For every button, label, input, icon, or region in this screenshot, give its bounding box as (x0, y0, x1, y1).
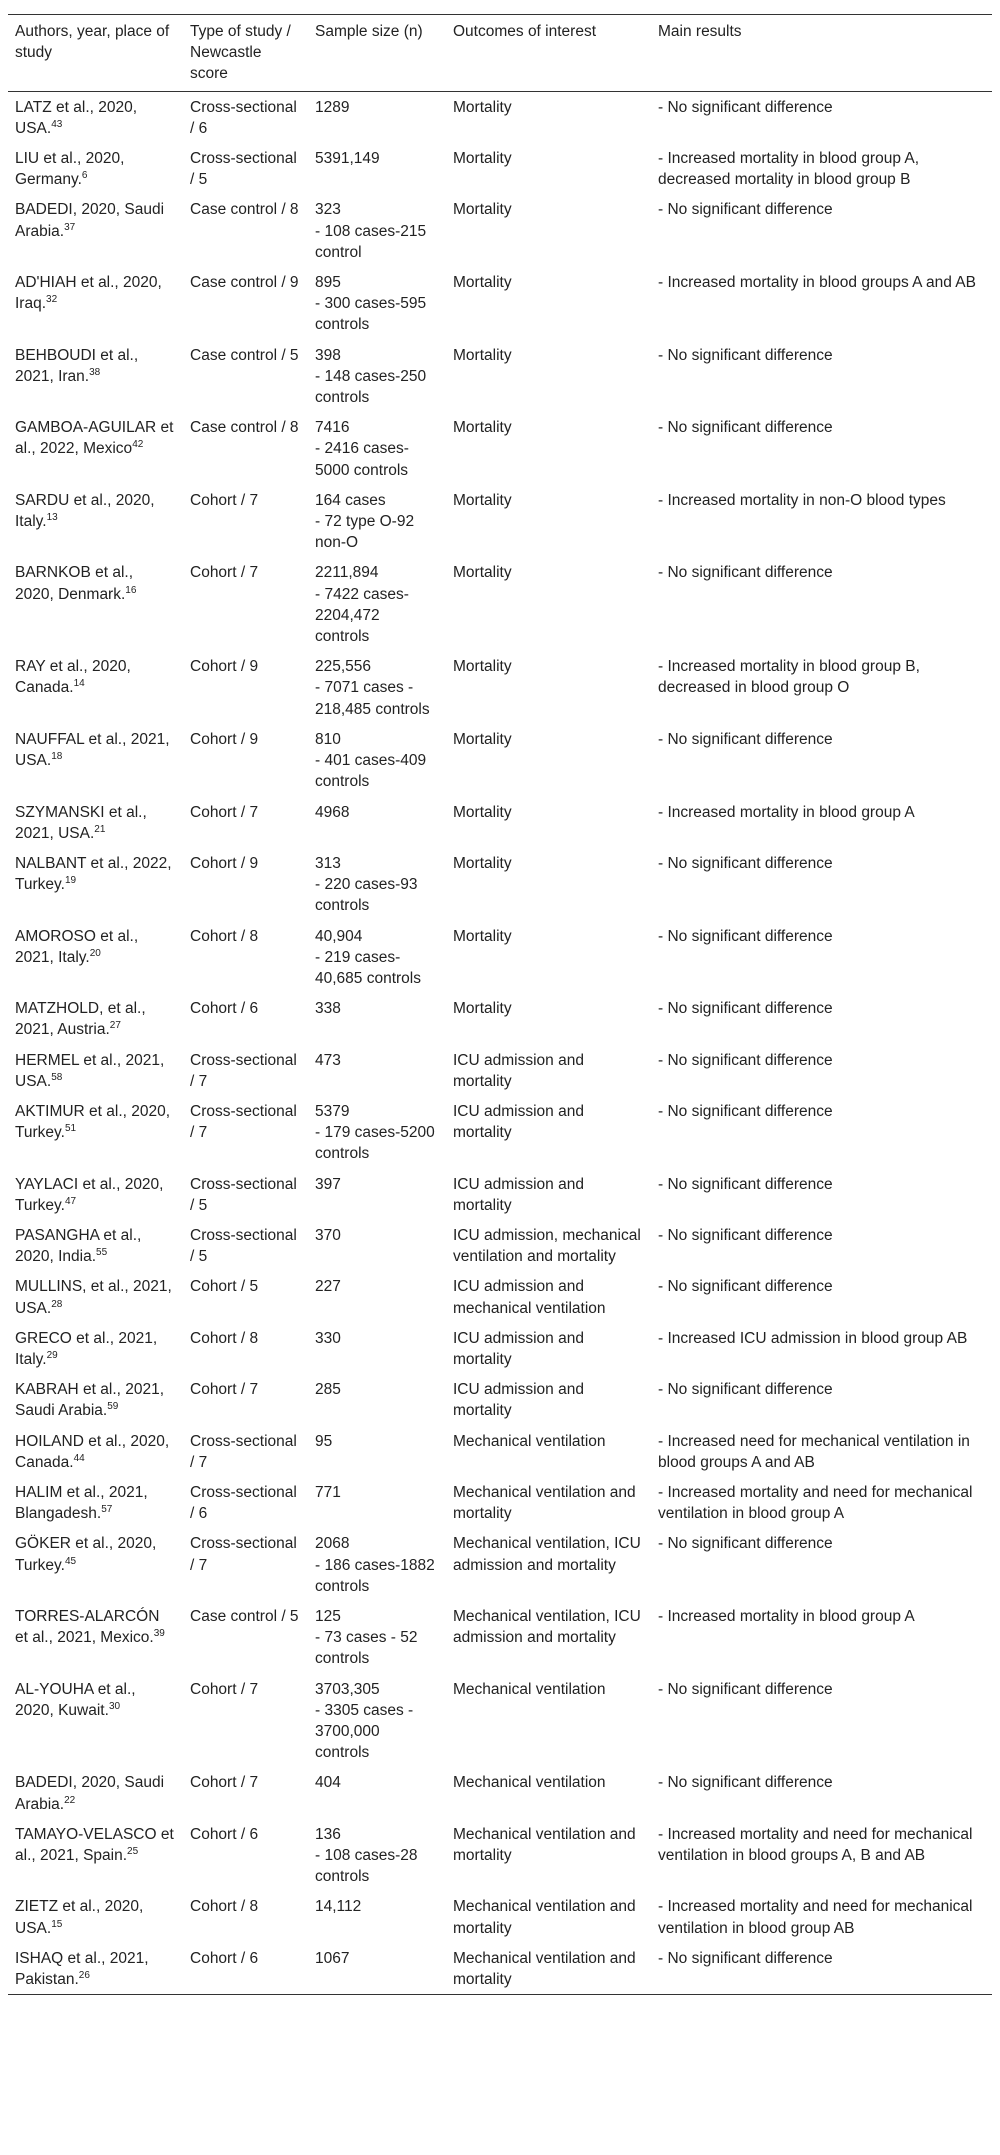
table-row (8, 194, 992, 267)
reference-number: 13 (46, 511, 58, 523)
cell-main-results: - Increased mortality in non-O blood types (658, 491, 946, 509)
cell-study-type: Cohort / 7 (190, 1381, 259, 1399)
author-text: YAYLACI et al., 2020, Turkey. (15, 1175, 164, 1214)
header-sample-size: Sample size (n) (315, 23, 423, 40)
table-row (8, 267, 992, 340)
author-text: RAY et al., 2020, Canada. (15, 658, 131, 697)
cell-authors (8, 1477, 183, 1528)
reference-number: 59 (107, 1401, 119, 1413)
table-row (8, 797, 992, 848)
cell-sample-size: 14,112 (315, 1898, 362, 1916)
cell-authors (8, 724, 183, 797)
cell-authors (8, 1819, 183, 1892)
reference-number: 29 (46, 1349, 58, 1361)
table-row (8, 1891, 992, 1942)
cell-main-results: - No significant difference (658, 1381, 833, 1399)
cell-main-results: - No significant difference (658, 1680, 833, 1698)
reference-number: 22 (64, 1794, 76, 1806)
cell-outcomes: Mortality (453, 201, 512, 219)
cell-study-type: Cross-sectional / 7 (190, 1102, 297, 1142)
reference-number: 20 (89, 947, 101, 959)
cell-outcomes: Mechanical ventilation (453, 1432, 606, 1450)
table-row (8, 1426, 992, 1477)
cell-outcomes: Mechanical ventilation and mortality (453, 1483, 636, 1523)
cell-study-type: Cross-sectional / 7 (190, 1051, 297, 1090)
cell-authors (8, 412, 183, 485)
cell-sample-size: 1289 (315, 98, 350, 116)
cell-main-results: - No significant difference (658, 98, 833, 116)
author-text: AD'HIAH et al., 2020, Iraq. (15, 274, 162, 313)
cell-authors (8, 1220, 183, 1271)
table-row (8, 848, 992, 921)
table-row (8, 1528, 992, 1601)
cell-authors (8, 1426, 183, 1477)
cell-sample-size: 313 - 220 cases-93 controls (315, 854, 418, 915)
cell-main-results: - Increased mortality and need for mechanical ventilation in blood group AB (658, 1898, 973, 1937)
cell-authors (8, 1374, 183, 1425)
table-row (8, 485, 992, 558)
cell-outcomes: Mechanical ventilation, ICU admission and mortality (453, 1535, 641, 1574)
author-text: SARDU et al., 2020, Italy. (15, 491, 155, 531)
cell-main-results: - Increased mortality in blood group B, decreased in blood group O (658, 658, 920, 697)
cell-outcomes: Mortality (453, 346, 512, 364)
cell-study-type: Case control / 8 (190, 201, 299, 219)
table-row (8, 1477, 992, 1528)
cell-outcomes: Mortality (453, 274, 512, 292)
cell-authors (8, 651, 183, 724)
author-text: MATZHOLD, et al., 2021, Austria. (15, 1000, 146, 1039)
table-row (8, 1323, 992, 1374)
table-row (8, 1374, 992, 1425)
cell-outcomes: Mechanical ventilation (453, 1774, 606, 1792)
author-text: GRECO et al., 2021, Italy. (15, 1329, 158, 1368)
cell-outcomes: Mortality (453, 854, 512, 872)
cell-study-type: Cross-sectional / 6 (190, 98, 297, 137)
cell-outcomes: Mortality (453, 98, 512, 116)
reference-number: 38 (89, 366, 101, 378)
table-row (8, 1220, 992, 1271)
author-text: BEHBOUDI et al., 2021, Iran. (15, 346, 139, 385)
cell-sample-size: 5379 - 179 cases-5200 controls (315, 1102, 435, 1163)
cell-outcomes: Mortality (453, 491, 512, 509)
author-text: BADEDI, 2020, Saudi Arabia. (15, 1774, 165, 1813)
table-row (8, 1096, 992, 1169)
cell-study-type: Cross-sectional / 5 (190, 1175, 297, 1214)
author-text: KABRAH et al., 2021, Saudi Arabia. (15, 1381, 165, 1420)
studies-table-container (8, 14, 992, 1995)
table-header (8, 15, 992, 92)
header-outcomes: Outcomes of interest (453, 23, 597, 40)
reference-number: 15 (51, 1918, 63, 1930)
cell-sample-size: 2211,894 - 7422 cases-2204,472 controls (315, 564, 409, 646)
reference-number: 30 (108, 1700, 121, 1712)
cell-sample-size: 810 - 401 cases-409 controls (315, 730, 427, 791)
cell-authors (8, 1767, 183, 1818)
cell-study-type: Cross-sectional / 7 (190, 1535, 297, 1574)
table-row (8, 1767, 992, 1818)
cell-authors (8, 267, 183, 340)
cell-study-type: Cohort / 6 (190, 1825, 259, 1843)
reference-number: 28 (51, 1298, 63, 1310)
cell-outcomes: Mechanical ventilation and mortality (453, 1825, 636, 1865)
cell-outcomes: Mortality (453, 927, 512, 945)
cell-authors (8, 340, 183, 413)
cell-authors (8, 921, 183, 994)
table-row (8, 91, 992, 143)
author-text: GÖKER et al., 2020, Turkey. (15, 1535, 157, 1574)
reference-number: 37 (64, 221, 76, 233)
cell-outcomes: ICU admission and mortality (453, 1381, 584, 1420)
author-text: AMOROSO et al., 2021, Italy. (15, 927, 139, 966)
header-main-results: Main results (658, 23, 742, 40)
cell-main-results: - No significant difference (658, 1226, 833, 1244)
author-text: MULLINS, et al., 2021, USA. (15, 1278, 172, 1317)
cell-sample-size: 40,904 - 219 cases-40,685 controls (315, 927, 421, 987)
cell-authors (8, 1045, 183, 1096)
cell-main-results: - No significant difference (658, 854, 833, 872)
cell-main-results: - No significant difference (658, 1175, 833, 1193)
cell-sample-size: 95 (315, 1432, 333, 1450)
reference-number: 18 (51, 750, 63, 762)
reference-number: 26 (78, 1969, 90, 1981)
cell-study-type: Cohort / 7 (190, 1680, 259, 1698)
reference-number: 39 (153, 1628, 165, 1640)
cell-sample-size: 225,556 - 7071 cases - 218,485 controls (315, 658, 430, 718)
cell-authors (8, 1601, 183, 1674)
table-row (8, 557, 992, 651)
reference-number: 45 (64, 1555, 77, 1567)
reference-number: 27 (109, 1020, 121, 1032)
cell-main-results: - No significant difference (658, 730, 833, 748)
cell-sample-size: 323 - 108 cases-215 control (315, 201, 427, 261)
cell-study-type: Case control / 9 (190, 274, 299, 292)
cell-study-type: Cohort / 8 (190, 1329, 259, 1347)
table-row (8, 993, 992, 1044)
author-text: BARNKOB et al., 2020, Denmark. (15, 564, 134, 603)
cell-main-results: - Increased ICU admission in blood group AB (658, 1329, 968, 1347)
cell-main-results: - No significant difference (658, 201, 833, 219)
reference-number: 43 (51, 118, 63, 130)
cell-main-results: - Increased mortality in blood group A (658, 1608, 915, 1625)
cell-main-results: - No significant difference (658, 1000, 833, 1018)
cell-authors (8, 91, 183, 143)
table-row (8, 724, 992, 797)
table-row (8, 412, 992, 485)
reference-number: 14 (73, 678, 85, 690)
cell-sample-size: 398 - 148 cases-250 controls (315, 346, 427, 407)
cell-sample-size: 5391,149 (315, 150, 380, 168)
cell-sample-size: 285 (315, 1381, 341, 1399)
cell-authors (8, 1096, 183, 1169)
table-row (8, 651, 992, 724)
cell-study-type: Case control / 5 (190, 1608, 299, 1625)
cell-outcomes: ICU admission and mechanical ventilation (453, 1278, 606, 1317)
author-text: NAUFFAL et al., 2021, USA. (15, 730, 170, 770)
author-text: SZYMANSKI et al., 2021, USA. (15, 803, 147, 842)
cell-authors (8, 194, 183, 267)
cell-main-results: - Increased need for mechanical ventilation in blood groups A and AB (658, 1432, 970, 1471)
header-authors: Authors, year, place of study (15, 23, 170, 62)
author-text: NALBANT et al., 2022, Turkey. (15, 854, 172, 894)
author-text: ISHAQ et al., 2021, Pakistan. (15, 1949, 149, 1989)
reference-number: 16 (125, 584, 137, 596)
studies-table (8, 14, 992, 1995)
cell-sample-size: 404 (315, 1774, 341, 1792)
cell-authors (8, 1323, 183, 1374)
reference-number: 21 (94, 823, 106, 835)
reference-number: 57 (101, 1504, 113, 1516)
cell-main-results: - Increased mortality and need for mechanical ventilation in blood groups A, B and AB (658, 1825, 973, 1865)
cell-sample-size: 136 - 108 cases-28 controls (315, 1825, 418, 1886)
cell-study-type: Case control / 8 (190, 419, 299, 437)
cell-study-type: Cross-sectional / 7 (190, 1432, 297, 1471)
table-row (8, 1601, 992, 1674)
table-row (8, 1674, 992, 1768)
cell-main-results: - No significant difference (658, 419, 833, 437)
cell-study-type: Cohort / 9 (190, 854, 259, 872)
author-text: ZIETZ et al., 2020, USA. (15, 1898, 144, 1937)
cell-study-type: Cohort / 5 (190, 1278, 259, 1296)
cell-outcomes: Mortality (453, 803, 512, 821)
cell-study-type: Cohort / 8 (190, 1898, 259, 1916)
cell-outcomes: ICU admission and mortality (453, 1329, 584, 1368)
author-text: BADEDI, 2020, Saudi Arabia. (15, 201, 165, 240)
cell-outcomes: ICU admission and mortality (453, 1102, 584, 1142)
author-text: LIU et al., 2020, Germany. (15, 150, 125, 189)
cell-study-type: Cross-sectional / 6 (190, 1483, 297, 1523)
cell-authors (8, 993, 183, 1044)
cell-outcomes: Mechanical ventilation and mortality (453, 1949, 636, 1989)
reference-number: 55 (96, 1247, 108, 1258)
reference-number: 58 (51, 1071, 63, 1083)
cell-sample-size: 330 (315, 1329, 341, 1347)
cell-main-results: - No significant difference (658, 1102, 833, 1120)
cell-main-results: - No significant difference (658, 1051, 833, 1069)
cell-sample-size: 338 (315, 1000, 341, 1018)
cell-authors (8, 1674, 183, 1768)
author-text: HOILAND et al., 2020, Canada. (15, 1432, 170, 1471)
cell-study-type: Cohort / 9 (190, 658, 259, 676)
cell-authors (8, 1943, 183, 1995)
reference-number: 25 (127, 1845, 139, 1857)
cell-sample-size: 895 - 300 cases-595 controls (315, 274, 427, 334)
cell-outcomes: Mortality (453, 419, 512, 437)
reference-number: 47 (64, 1195, 77, 1207)
cell-main-results: - No significant difference (658, 927, 833, 945)
cell-study-type: Cohort / 7 (190, 1774, 259, 1792)
cell-outcomes: ICU admission and mortality (453, 1051, 584, 1090)
cell-main-results: - No significant difference (658, 1949, 833, 1967)
reference-number: 6 (81, 170, 88, 182)
cell-sample-size: 125 - 73 cases - 52 controls (315, 1608, 418, 1668)
cell-authors (8, 848, 183, 921)
cell-sample-size: 2068 - 186 cases-1882 controls (315, 1535, 435, 1595)
table-body (8, 91, 992, 1995)
cell-outcomes: Mortality (453, 1000, 512, 1018)
cell-outcomes: Mortality (453, 564, 512, 582)
cell-study-type: Cohort / 7 (190, 803, 259, 821)
cell-sample-size: 164 cases - 72 type O-92 non-O (315, 491, 415, 552)
author-text: LATZ et al., 2020, USA. (15, 98, 138, 137)
cell-authors (8, 557, 183, 651)
cell-main-results: - No significant difference (658, 1774, 833, 1792)
table-row (8, 1943, 992, 1995)
cell-sample-size: 473 (315, 1051, 341, 1069)
reference-number: 32 (46, 294, 58, 306)
author-text: PASANGHA et al., 2020, India. (15, 1226, 142, 1266)
table-row (8, 921, 992, 994)
cell-study-type: Cohort / 7 (190, 564, 259, 582)
reference-number: 42 (132, 439, 144, 451)
cell-outcomes: Mortality (453, 730, 512, 748)
table-row (8, 1169, 992, 1220)
author-text: TAMAYO-VELASCO et al., 2021, Spain. (15, 1825, 174, 1865)
cell-study-type: Cross-sectional / 5 (190, 1226, 297, 1266)
author-text: TORRES-ALARCÓN et al., 2021, Mexico. (15, 1608, 160, 1647)
reference-number: 44 (73, 1452, 85, 1464)
cell-study-type: Cohort / 6 (190, 1949, 259, 1967)
cell-study-type: Cohort / 6 (190, 1000, 259, 1018)
cell-authors (8, 485, 183, 558)
cell-outcomes: ICU admission, mechanical ventilation and mortality (453, 1226, 641, 1266)
cell-authors (8, 1528, 183, 1601)
cell-main-results: - Increased mortality in blood groups A and AB (658, 274, 976, 292)
table-row (8, 1271, 992, 1322)
cell-sample-size: 771 (315, 1483, 341, 1501)
cell-main-results: - Increased mortality and need for mechanical ventilation in blood group A (658, 1483, 973, 1523)
table-row (8, 340, 992, 413)
cell-outcomes: ICU admission and mortality (453, 1175, 584, 1214)
cell-study-type: Cohort / 7 (190, 491, 259, 509)
cell-sample-size: 397 (315, 1175, 341, 1193)
table-row (8, 1819, 992, 1892)
cell-outcomes: Mortality (453, 150, 512, 168)
cell-sample-size: 4968 (315, 803, 350, 821)
reference-number: 51 (64, 1122, 77, 1134)
cell-sample-size: 1067 (315, 1949, 350, 1967)
cell-main-results: - Increased mortality in blood group A, decreased mortality in blood group B (658, 150, 920, 189)
cell-main-results: - No significant difference (658, 1535, 833, 1553)
author-text: AL-YOUHA et al., 2020, Kuwait. (15, 1680, 136, 1719)
cell-study-type: Cohort / 8 (190, 927, 259, 945)
cell-study-type: Case control / 5 (190, 346, 299, 364)
cell-main-results: - No significant difference (658, 564, 833, 582)
cell-authors (8, 797, 183, 848)
cell-outcomes: Mortality (453, 658, 512, 676)
cell-sample-size: 227 (315, 1278, 341, 1296)
author-text: HALIM et al., 2021, Blangadesh. (15, 1483, 148, 1523)
cell-study-type: Cross-sectional / 5 (190, 150, 297, 189)
cell-main-results: - No significant difference (658, 346, 833, 364)
cell-authors (8, 1169, 183, 1220)
author-text: AKTIMUR et al., 2020, Turkey. (15, 1102, 171, 1142)
table-row (8, 143, 992, 194)
header-row (8, 15, 992, 92)
reference-number: 19 (64, 874, 77, 886)
cell-main-results: - No significant difference (658, 1278, 833, 1296)
author-text: GAMBOA-AGUILAR et al., 2022, Mexico (15, 419, 174, 458)
cell-authors (8, 143, 183, 194)
cell-authors (8, 1271, 183, 1322)
cell-sample-size: 370 (315, 1226, 341, 1244)
cell-authors (8, 1891, 183, 1942)
header-study-type: Type of study / Newcastle score (190, 23, 291, 83)
cell-sample-size: 3703,305 - 3305 cases - 3700,000 controls (315, 1680, 414, 1762)
cell-outcomes: Mechanical ventilation (453, 1680, 606, 1698)
table-row (8, 1045, 992, 1096)
cell-main-results: - Increased mortality in blood group A (658, 803, 915, 821)
author-text: HERMEL et al., 2021, USA. (15, 1051, 165, 1090)
cell-study-type: Cohort / 9 (190, 730, 259, 748)
cell-outcomes: Mechanical ventilation and mortality (453, 1898, 636, 1937)
cell-outcomes: Mechanical ventilation, ICU admission and mortality (453, 1608, 641, 1647)
cell-sample-size: 7416 - 2416 cases-5000 controls (315, 419, 409, 479)
